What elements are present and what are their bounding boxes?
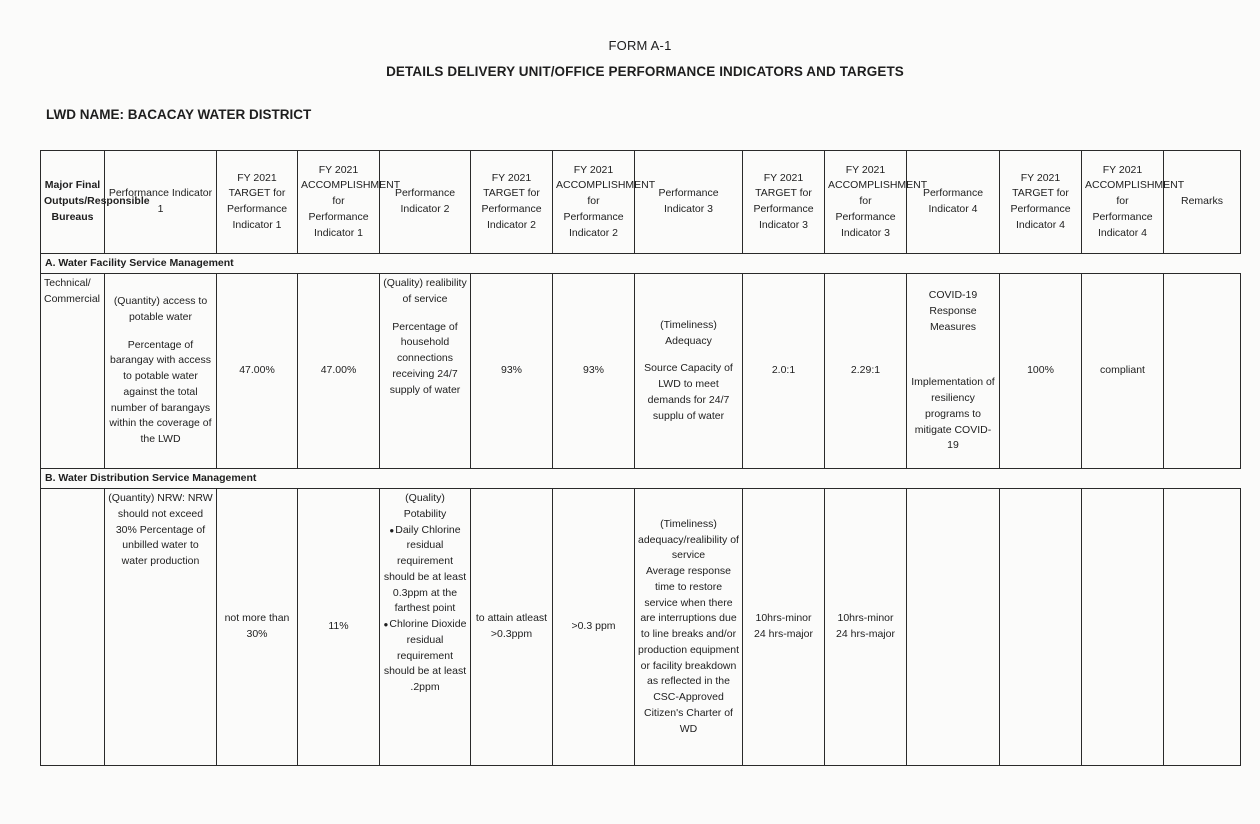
section-b-pi3-body: Average response time to restore service when there are interruptions due to line breaks and/or production equipment or facility breakdown as reflected in the CSC-Approved Citizen's Charter of WD (638, 565, 739, 735)
section-b-pi2-bullet-2: ● Chlorine Dioxide residual requirement should be at least .2ppm (383, 617, 467, 696)
form-title: DETAILS DELIVERY UNIT/OFFICE PERFORMANCE INDICATORS AND TARGETS (386, 64, 904, 79)
section-a-pi4-head: COVID-19 Response Measures (928, 289, 978, 333)
section-a-pi3-head: (Timeliness) Adequacy (660, 318, 717, 347)
form-code: FORM A-1 (608, 38, 672, 53)
header-target-2: FY 2021 TARGET for Performance Indicator 2 (471, 151, 553, 254)
header-accomplishment-3: FY 2021 ACCOMPLISHMENT for Performance Indicator 3 (825, 151, 907, 254)
section-a-pi1 (105, 274, 217, 469)
section-a-spacer (907, 254, 1241, 274)
header-target-1: FY 2021 TARGET for Performance Indicator 1 (217, 151, 298, 254)
section-a-target-1: 47.00% (217, 274, 298, 469)
header-pi4: Performance Indicator 4 (907, 151, 1000, 254)
header-pi2: Performance Indicator 2 (380, 151, 471, 254)
section-b-pi3-head: (Timeliness) adequacy/realibility of service (638, 517, 739, 562)
section-a-pi2 (380, 274, 471, 469)
section-b-accomplishment-2: >0.3 ppm (553, 489, 635, 766)
section-a-pi2-body: Percentage of household connections receiving 24/7 supply of water (389, 320, 461, 396)
section-b-mfo (41, 489, 105, 766)
section-a-accomplishment-4: compliant (1082, 274, 1164, 469)
section-a-pi1-body: Percentage of barangay with access to potable water against the total number of barangays within the coverage of the LWD (109, 338, 212, 446)
header-accomplishment-2: FY 2021 ACCOMPLISHMENT for Performance Indicator 2 (553, 151, 635, 254)
section-a-accomplishment-2: 93% (553, 274, 635, 469)
section-b-pi1: (Quantity) NRW: NRW should not exceed 30% Percentage of unbilled water to water production (105, 489, 217, 766)
section-b-row (41, 469, 1241, 489)
section-a-target-2: 93% (471, 274, 553, 469)
section-a-pi3 (635, 274, 743, 469)
section-a-data-row (41, 274, 1241, 469)
performance-indicators-table (40, 150, 1241, 766)
header-pi3: Performance Indicator 3 (635, 151, 743, 254)
section-a-pi2-head: (Quality) realibility of service (383, 277, 467, 305)
section-b-accomplishment-1: 11% (298, 489, 380, 766)
section-b-data-row (41, 489, 1241, 766)
section-b-target-3 (743, 489, 825, 766)
section-b-title: B. Water Distribution Service Management (41, 469, 907, 489)
section-b-accomplishment-3-major: 24 hrs-major (836, 628, 895, 640)
section-a-remarks (1164, 274, 1241, 469)
header-accomplishment-4: FY 2021 ACCOMPLISHMENT for Performance Indicator 4 (1082, 151, 1164, 254)
section-b-target-3-minor: 10hrs-minor (755, 612, 812, 625)
section-b-target-2: to attain atleast >0.3ppm (471, 489, 553, 766)
section-b-pi2-bullet-1: ● Daily Chlorine residual requirement should be at least 0.3ppm at the farthest point (383, 523, 467, 618)
section-a-pi3-body: Source Capacity of LWD to meet demands for 24/7 supplu of water (644, 362, 733, 422)
section-b-accomplishment-4 (1082, 489, 1164, 766)
header-mfo: Major Final Outputs/Responsible Bureaus (41, 151, 105, 254)
section-a-pi4-body: Implementation of resiliency programs to mitigate COVID-19 (911, 376, 995, 452)
header-target-3: FY 2021 TARGET for Performance Indicator 3 (743, 151, 825, 254)
section-a-target-3: 2.0:1 (743, 274, 825, 469)
section-b-target-3-major: 24 hrs-major (754, 628, 813, 640)
lwd-name: LWD NAME: BACACAY WATER DISTRICT (46, 107, 312, 122)
section-a-mfo: Technical/ Commercial (41, 274, 105, 469)
section-b-accomplishment-3-minor: 10hrs-minor (837, 612, 894, 625)
section-b-spacer (907, 469, 1241, 489)
section-b-accomplishment-3 (825, 489, 907, 766)
section-b-remarks (1164, 489, 1241, 766)
section-b-pi4 (907, 489, 1000, 766)
header-accomplishment-1: FY 2021 ACCOMPLISHMENT for Performance Indicator 1 (298, 151, 380, 254)
section-b-pi2-head: (Quality) Potability (403, 492, 447, 520)
section-a-pi4 (907, 274, 1000, 469)
section-b-target-4 (1000, 489, 1082, 766)
header-remarks: Remarks (1164, 151, 1241, 254)
section-a-accomplishment-1: 47.00% (298, 274, 380, 469)
section-b-pi2 (380, 489, 471, 766)
section-a-title: A. Water Facility Service Management (41, 254, 907, 274)
section-a-row (41, 254, 1241, 274)
header-target-4: FY 2021 TARGET for Performance Indicator 4 (1000, 151, 1082, 254)
section-b-target-1: not more than 30% (217, 489, 298, 766)
section-b-pi3 (635, 489, 743, 766)
header-pi1: Performance Indicator 1 (105, 151, 217, 254)
header-row (41, 151, 1241, 254)
section-a-target-4: 100% (1000, 274, 1082, 469)
section-a-accomplishment-3: 2.29:1 (825, 274, 907, 469)
section-a-pi1-head: (Quantity) access to potable water (113, 295, 208, 323)
